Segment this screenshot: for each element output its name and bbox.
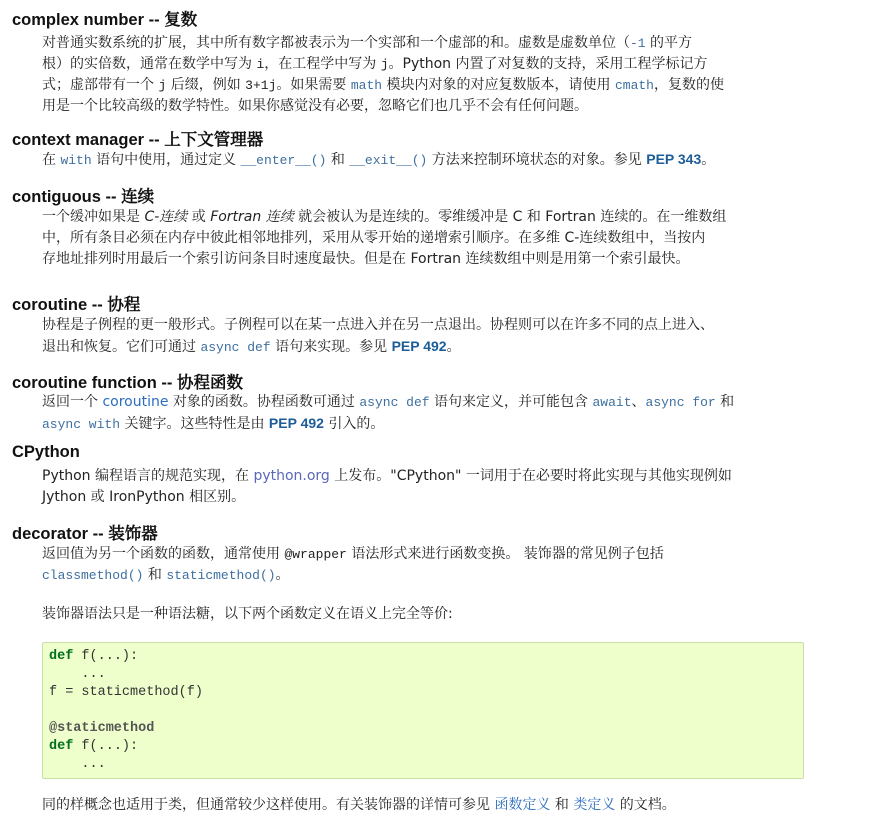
async-with-link[interactable]: async with <box>42 417 121 432</box>
pep-343-link[interactable]: PEP 343 <box>646 151 702 167</box>
definition-coroutine: 协程是子例程的更一般形式。子例程可以在某一点进入并在另一点退出。协程则可以在许多不同的点上进入、 退出和恢复。它们可通过 async def 语句来实现。参见 PEP 492。 <box>42 317 714 355</box>
pep-492-link[interactable]: PEP 492 <box>268 415 324 431</box>
definition-cpython: Python 编程语言的规范实现，在 python.org 上发布。"CPython" 一词用于在必要时将此实现与其他实现例如 Jython 或 IronPython 相区别。 <box>42 468 732 505</box>
term-contiguous: contiguous -- 连续 <box>12 188 155 206</box>
definition-decorator: 返回值为另一个函数的函数，通常使用 @wrapper 语法形式来进行函数变换。 装饰器的常见例子包括 classmethod() 和 staticmethod()。 <box>42 546 664 583</box>
term-decorator: decorator -- 装饰器 <box>12 525 158 543</box>
term-coroutine: coroutine -- 协程 <box>12 296 141 314</box>
coroutine-link[interactable]: coroutine <box>102 394 169 410</box>
enter-method-link[interactable]: __enter__() <box>240 153 327 168</box>
async-def-link[interactable]: async def <box>200 340 271 355</box>
async-def-link[interactable]: async def <box>359 395 430 410</box>
await-link[interactable]: await <box>592 395 632 410</box>
code-minus-one[interactable]: -1 <box>630 36 646 51</box>
definition-complex-number: 对普通实数系统的扩展，其中所有数字都被表示为一个实部和一个虚部的和。虚数是虚数单位（-1 的平方 根）的实倍数，通常在数学中写为 i，在工程学中写为 j。Python 内置了对复数的支持，采用工程学标记方 式；虚部带有一个 j 后缀，例如 3+1j。如果需要 math 模块内对象的对应复数版本，请使用 cmath，复数的使 用是一个比较高级的数学特性。如果你感觉没有必要，忽略它们也几乎不会有任何问题。 <box>42 35 724 114</box>
term-context-manager: context manager -- 上下文管理器 <box>12 131 264 149</box>
decorator-syntax-paragraph: 装饰器语法只是一种语法糖，以下两个函数定义在语义上完全等价: <box>42 606 453 622</box>
function-definition-link[interactable]: 函数定义 <box>494 797 551 813</box>
class-definition-link[interactable]: 类定义 <box>573 797 616 813</box>
term-coroutine-function: coroutine function -- 协程函数 <box>12 374 243 392</box>
exit-method-link[interactable]: __exit__() <box>349 153 428 168</box>
term-cpython: CPython <box>12 443 80 461</box>
code-example-block[interactable]: def f(...): ... f = staticmethod(f) @staticmethod def f(...): ... <box>42 642 804 779</box>
async-for-link[interactable]: async for <box>645 395 716 410</box>
term-complex-number: complex number -- 复数 <box>12 11 198 29</box>
definition-contiguous: 一个缓冲如果是 C-连续 或 Fortran 连续 就会被认为是连续的。零维缓冲是 C 和 Fortran 连续的。在一维数组 中，所有条目必须在内存中彼此相邻地排列，采用从零开始的递增索引顺序。在多维 C-连续数组中，当按内 存地址排列时用最后一个索引访问条目时速度最快。但是在 Fortran 连续数组中则是用第一个索引最快。 <box>42 209 727 267</box>
with-statement-link[interactable]: with <box>60 153 92 168</box>
staticmethod-link[interactable]: staticmethod() <box>166 568 276 583</box>
definition-context-manager: 在 with 语句中使用，通过定义 __enter__() 和 __exit__() 方法来控制环境状态的对象。参见 PEP 343。 <box>42 151 716 168</box>
pep-492-link[interactable]: PEP 492 <box>391 338 447 354</box>
math-module-link[interactable]: math <box>350 78 383 93</box>
cmath-module-link[interactable]: cmath <box>614 78 654 93</box>
classmethod-link[interactable]: classmethod() <box>42 568 144 583</box>
decorator-footer-paragraph: 同的样概念也适用于类，但通常较少这样使用。有关装饰器的详情可参见 函数定义 和 类定义 的文档。 <box>42 797 676 813</box>
python-org-link[interactable]: python.org <box>253 468 330 484</box>
definition-coroutine-function: 返回一个 coroutine 对象的函数。协程函数可通过 async def 语句来定义，并可能包含 await、async for 和 async with 关键字。这些特性是由 PEP 492 引入的。 <box>42 394 735 432</box>
